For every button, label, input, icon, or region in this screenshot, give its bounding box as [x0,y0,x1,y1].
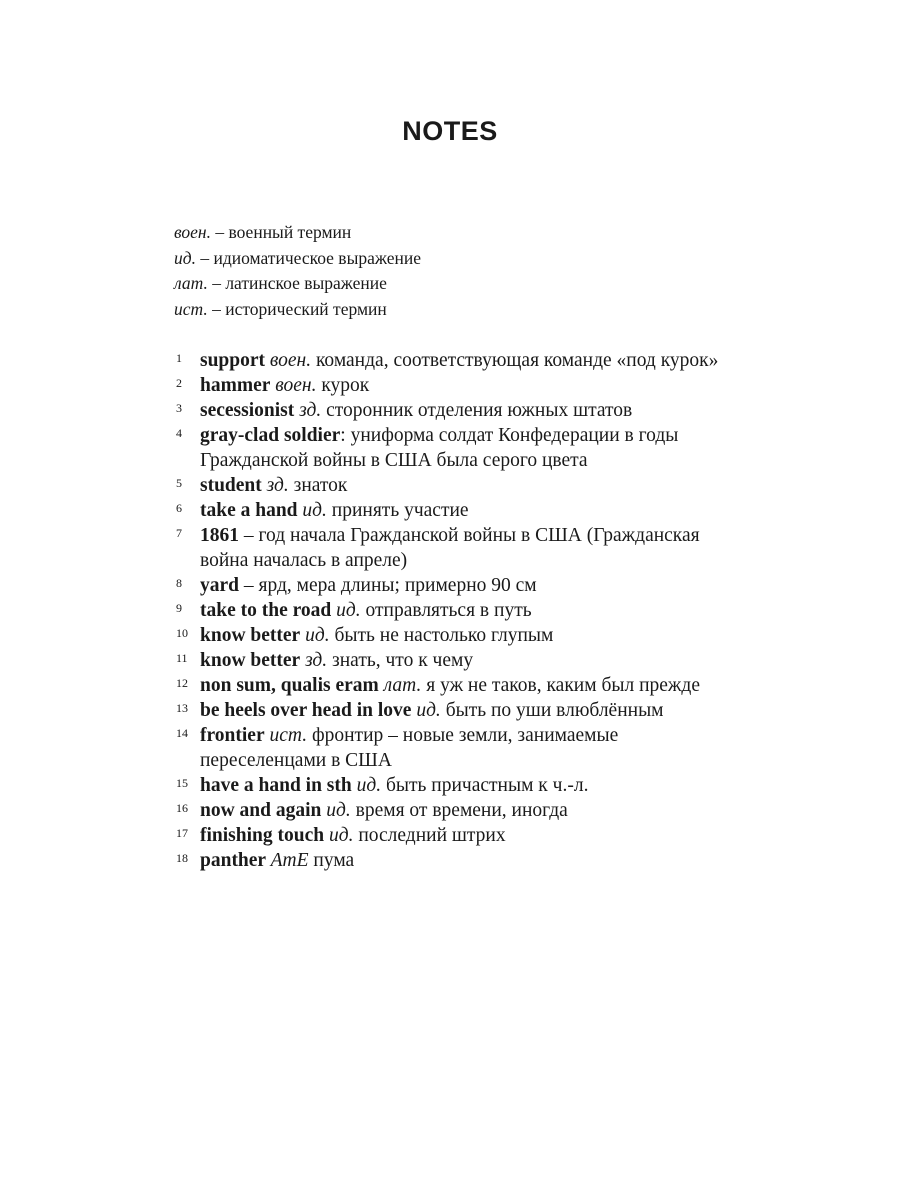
note-text: : униформа солдат Конфедерации в годы Гражданской войны в США была серого цвета [200,425,679,471]
abbreviation-meaning: – военный термин [210,222,352,242]
abbreviation-item [174,246,774,272]
note-item [176,798,736,823]
note-item [176,473,736,498]
abbreviation-item [174,220,774,246]
note-text: – ярд, мера длины; примерно 90 см [239,575,537,596]
abbreviation-meaning: – идиоматическое выражение [195,247,421,268]
note-number: 10 [176,626,188,640]
note-label: воен. [265,350,312,371]
note-number: 6 [176,501,182,515]
abbreviation-meaning: – латинское выражение [207,273,387,293]
note-term: finishing touch [200,825,325,846]
note-term: take to the road [200,600,332,621]
note-number: 15 [176,776,188,790]
note-number: 14 [176,726,188,740]
note-label: ист. [264,725,308,746]
note-text: курок [316,375,370,396]
note-term: take a hand [200,500,298,521]
abbreviation-item [174,271,774,297]
note-text: быть причастным к ч.-л. [381,775,589,796]
note-number: 5 [176,476,182,490]
note-number: 3 [176,401,182,415]
abbreviation: лат. [174,273,208,293]
note-term: know better [200,625,301,646]
note-item [176,573,736,598]
note-term: frontier [200,725,265,746]
abbreviation-item [174,297,774,323]
note-number: 13 [176,701,188,715]
note-text: время от времени, иногда [350,800,568,821]
note-term: have a hand in sth [200,775,352,796]
note-term: 1861 [200,525,239,546]
note-item [176,398,736,423]
note-item [176,648,736,673]
note-number: 17 [176,826,188,840]
note-item [176,773,736,798]
note-item [176,623,736,648]
note-item [176,598,736,623]
note-text: я уж не таков, каким был прежде [421,675,700,696]
note-text: фронтир – новые земли, занимаемые переселенцами в США [200,725,619,771]
abbreviation: ист. [174,298,208,319]
note-number: 2 [176,376,182,390]
abbreviation: воен. [174,222,211,242]
note-term: now and again [200,800,322,821]
note-number: 18 [176,851,188,865]
note-text: знаток [288,475,348,496]
note-text: последний штрих [353,825,506,846]
note-item [176,348,736,373]
note-text: отправляться в путь [360,600,532,621]
note-term: gray-clad soldier [200,425,341,446]
note-number: 11 [176,651,188,665]
note-label: ид. [321,800,351,821]
note-item [176,423,736,473]
note-item [176,523,736,573]
note-term: hammer [200,375,271,396]
note-term: student [200,475,262,496]
note-text: пума [308,850,355,871]
note-number: 16 [176,801,188,815]
note-item [176,673,736,698]
note-term: secessionist [200,400,295,421]
note-number: 4 [176,426,182,440]
note-text: – год начала Гражданской войны в США (Гражданская война началась в апреле) [200,525,700,571]
note-label: зд. [300,650,328,671]
note-item [176,373,736,398]
note-text: принять участие [326,500,469,521]
note-label: ид. [411,700,441,721]
abbreviations-list [174,220,774,322]
abbreviation: ид. [174,247,196,268]
note-item [176,698,736,723]
note-number: 8 [176,576,182,590]
note-label: лат. [378,675,422,696]
abbreviation-meaning: – исторический термин [207,298,387,319]
note-label: зд. [261,475,289,496]
note-text: быть по уши влюблённым [440,700,664,721]
note-term: be heels over head in love [200,700,412,721]
note-text: знать, что к чему [327,650,474,671]
note-term: panther [200,850,267,871]
note-text: команда, соответствующая команде «под курок» [311,350,719,371]
page-title: NOTES [402,116,498,146]
note-term: non sum, qualis eram [200,675,379,696]
note-label: AmE [266,850,309,871]
note-number: 7 [176,526,182,540]
note-label: зд. [294,400,322,421]
note-label: ид. [331,600,361,621]
note-label: ид. [300,625,330,646]
note-item [176,848,736,873]
note-item [176,823,736,848]
note-text: быть не настолько глупым [329,625,554,646]
note-term: support [200,350,266,371]
note-number: 9 [176,601,182,615]
note-label: ид. [297,500,327,521]
note-label: ид. [324,825,354,846]
note-number: 1 [176,351,182,365]
notes-list [176,348,736,873]
note-label: ид. [351,775,382,796]
note-number: 12 [176,676,188,690]
note-text: сторонник отделения южных штатов [321,400,633,421]
note-term: yard [200,575,239,596]
note-label: воен. [270,375,317,396]
note-term: know better [200,650,301,671]
note-item [176,723,736,773]
note-item [176,498,736,523]
